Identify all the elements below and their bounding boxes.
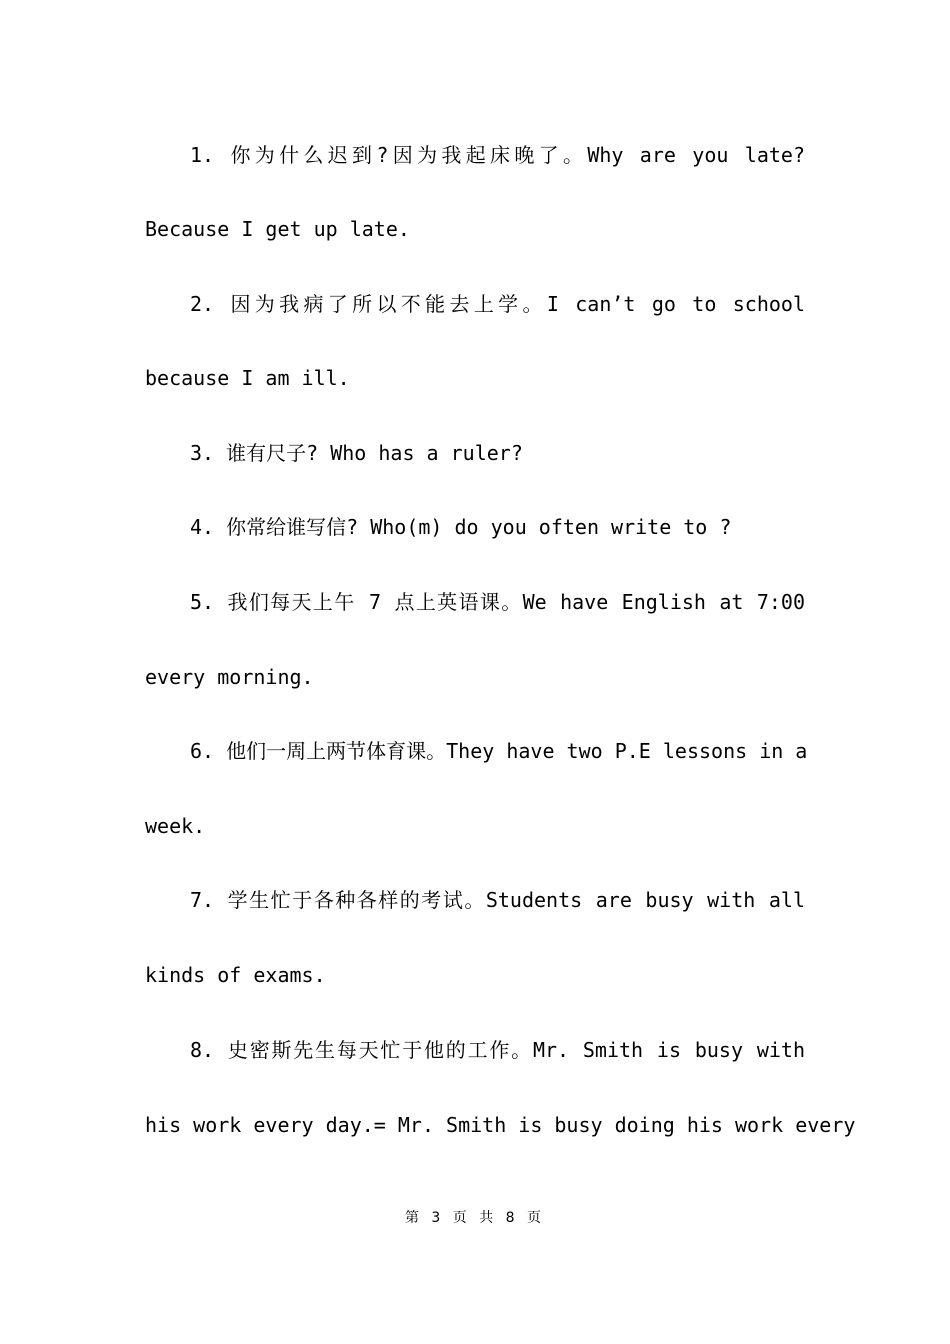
sentence-2-line-1: 2. 因为我病了所以不能去上学。I can’t go to school — [190, 292, 805, 316]
sentence-3-line-1: 3. 谁有尺子? Who has a ruler? — [190, 441, 523, 465]
sentence-7-line-1: 7. 学生忙于各种各样的考试。Students are busy with all — [190, 888, 805, 912]
sentence-2-line-2: because I am ill. — [145, 366, 350, 390]
sentence-7-line-2: kinds of exams. — [145, 963, 326, 987]
sentence-5-line-2: every morning. — [145, 665, 314, 689]
sentence-4-line-1: 4. 你常给谁写信? Who(m) do you often write to ? — [190, 515, 732, 539]
page-number-footer: 第 3 页 共 8 页 — [404, 1210, 546, 1226]
sentence-1-line-2: Because I get up late. — [145, 217, 410, 241]
sentence-6-line-1: 6. 他们一周上两节体育课。They have two P.E lessons in a — [190, 739, 808, 763]
sentence-6-line-2: week. — [145, 814, 206, 838]
sentence-5-line-1: 5. 我们每天上午 7 点上英语课。We have English at 7:00 — [190, 590, 805, 614]
sentence-8-line-1: 8. 史密斯先生每天忙于他的工作。Mr. Smith is busy with — [190, 1038, 805, 1062]
sentence-1-line-1: 1. 你为什么迟到?因为我起床晚了。Why are you late? — [190, 143, 805, 167]
sentence-8-line-2: his work every day.= Mr. Smith is busy doing his work every — [145, 1113, 856, 1137]
